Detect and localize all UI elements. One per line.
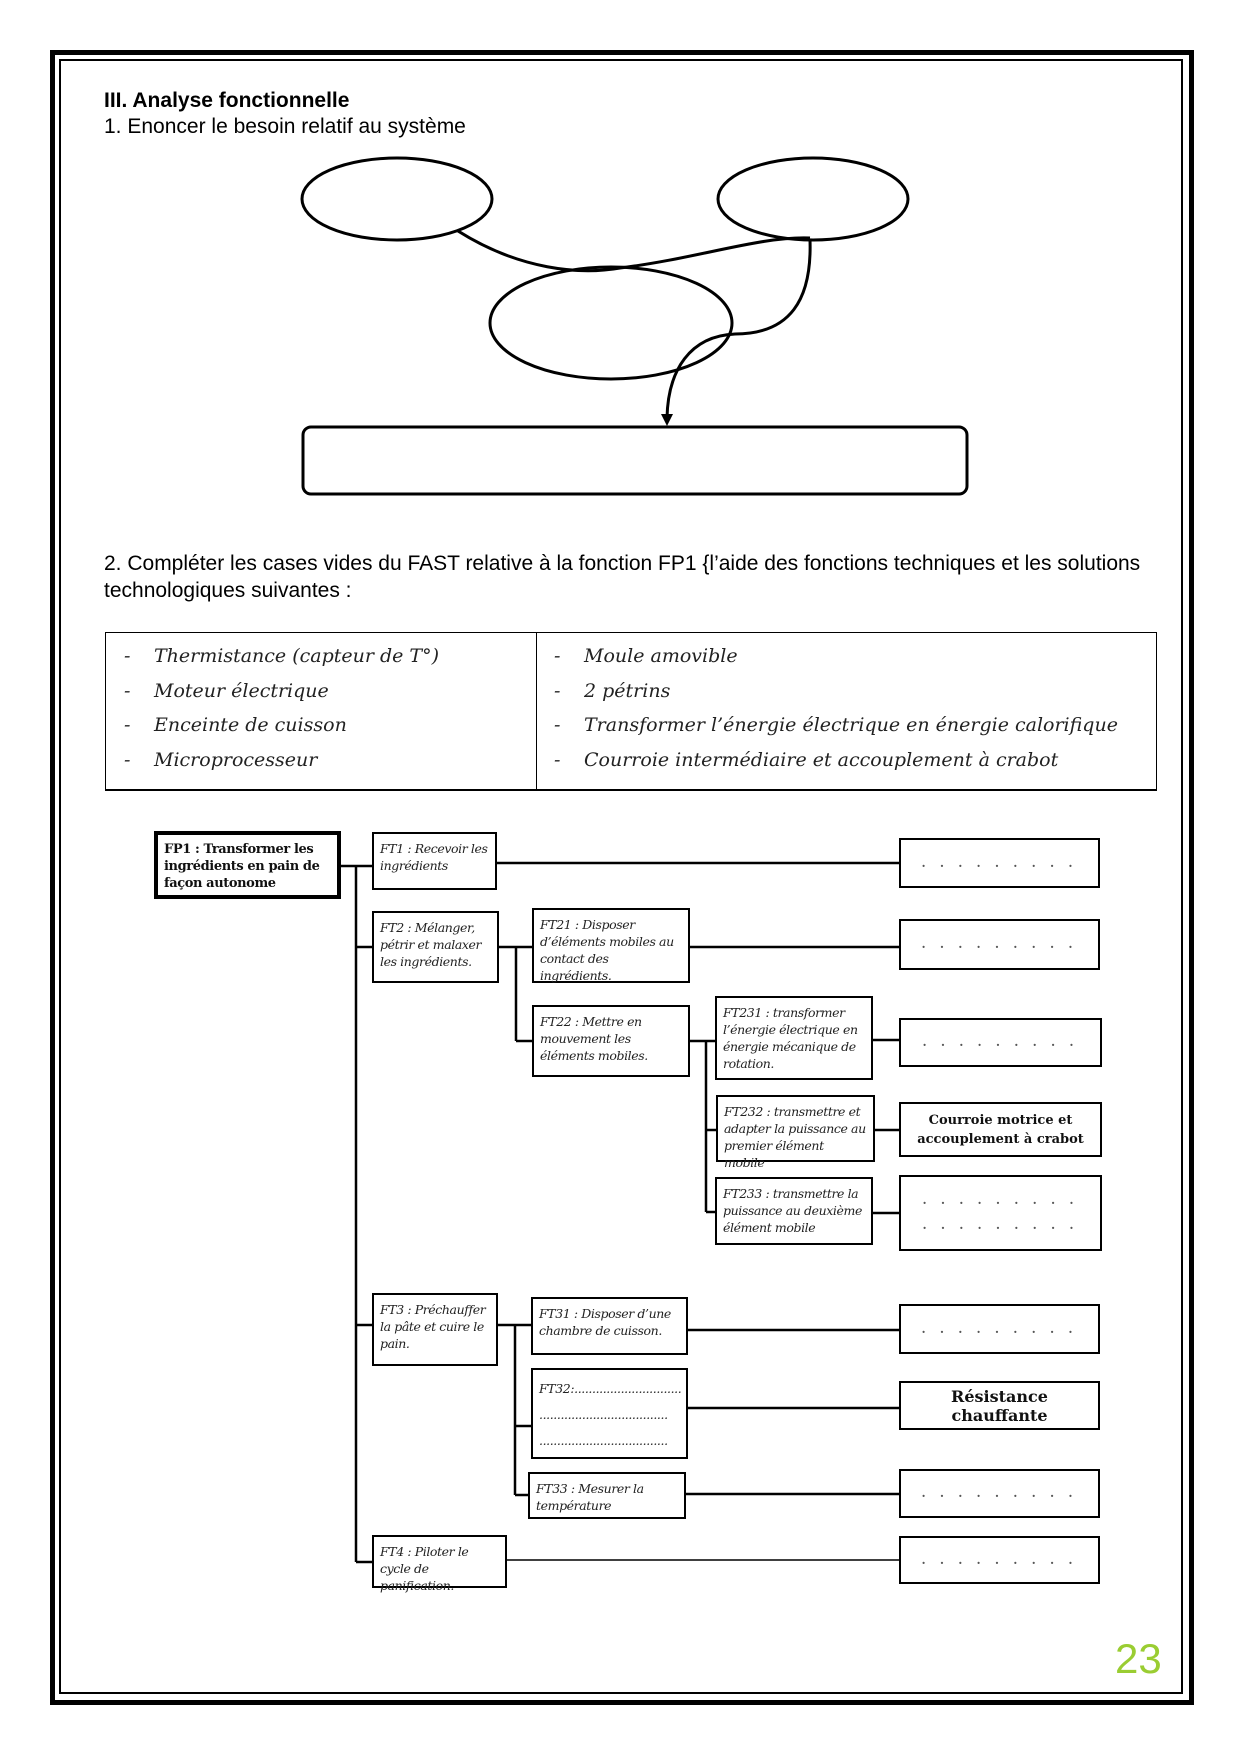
list-item: - Courroie intermédiaire et accouplement à crabot <box>554 748 1059 771</box>
fast-ft32[interactable] <box>531 1368 688 1459</box>
fast-ft4: FT4 : Piloter le cycle de panification. <box>372 1535 507 1588</box>
page-number: 23 <box>1115 1635 1162 1682</box>
list-item: - Thermistance (capteur de T°) <box>124 645 440 667</box>
list-item: - 2 pétrins <box>554 679 671 702</box>
fast-ft22: FT22 : Mettre en mouvement les éléments mobiles. <box>532 1005 690 1077</box>
solution-ft233-blank[interactable] <box>899 1175 1102 1251</box>
solution-ft4-blank[interactable] <box>899 1536 1100 1584</box>
solution-ft1-blank[interactable] <box>899 838 1100 888</box>
section-title: III. Analyse fonctionnelle <box>104 89 350 112</box>
solutions-column-right <box>554 645 1118 783</box>
blank-dots: . . . . . . . . . <box>922 1218 1079 1232</box>
solution-ft21-blank[interactable] <box>899 919 1100 970</box>
solution-ft32: Résistance chauffante <box>899 1381 1100 1430</box>
solution-ft33-blank[interactable] <box>899 1469 1100 1518</box>
blank-dots: . . . . . . . . . <box>922 1193 1079 1207</box>
fast-ft31: FT31 : Disposer d’une chambre de cuisson. <box>531 1297 688 1355</box>
fast-ft232: FT232 : transmettre et adapter la puissance au premier élément mobile <box>716 1095 875 1162</box>
blank-dots: . . . . . . . . . <box>921 1486 1078 1500</box>
fast-ft231: FT231 : transformer l’énergie électrique en énergie mécanique de rotation. <box>715 996 873 1080</box>
list-item: - Transformer l’énergie électrique en énergie calorifique <box>554 714 1118 736</box>
arrow-head-icon <box>661 414 673 426</box>
list-item: - Moule amovible <box>554 645 738 667</box>
ft32-blank-line[interactable]: .................................... <box>539 1433 668 1448</box>
ellipse-center <box>490 267 732 379</box>
fast-ft33: FT33 : Mesurer la température <box>528 1472 686 1519</box>
question-1: 1. Enoncer le besoin relatif au système <box>104 115 466 138</box>
blank-dots: . . . . . . . . . <box>921 937 1078 951</box>
list-item: - Moteur électrique <box>124 679 329 702</box>
ellipse-left <box>302 158 492 240</box>
solution-ft232: Courroie motrice et accouplement à crabot <box>899 1102 1102 1157</box>
blank-dots: . . . . . . . . . <box>921 1552 1078 1567</box>
blank-dots: . . . . . . . . . <box>921 1321 1078 1336</box>
table-divider <box>536 633 537 789</box>
blank-dots: . . . . . . . . . <box>922 1035 1079 1049</box>
need-arrow-curve <box>667 240 810 418</box>
solution-ft31-blank[interactable] <box>899 1304 1100 1354</box>
blank-dots: . . . . . . . . . <box>921 855 1078 870</box>
fast-fp1: FP1 : Transformer les ingrédients en pain de façon autonome <box>154 831 341 899</box>
fast-ft21: FT21 : Disposer d’éléments mobiles au contact des ingrédients. <box>532 908 690 983</box>
ft32-label: FT32:.............................. <box>539 1381 682 1396</box>
link-curve <box>458 231 810 271</box>
need-answer-box <box>303 427 967 494</box>
fast-ft3: FT3 : Préchauffer la pâte et cuire le pain. <box>372 1293 498 1366</box>
ellipse-right <box>718 158 908 240</box>
list-item: - Microprocesseur <box>124 748 318 771</box>
solutions-column-left <box>124 645 439 783</box>
fast-ft233: FT233 : transmettre la puissance au deuxième élément mobile <box>715 1177 873 1245</box>
fast-ft1: FT1 : Recevoir les ingrédients <box>372 832 497 890</box>
list-item: - Enceinte de cuisson <box>124 714 347 736</box>
fast-ft2: FT2 : Mélanger, pétrir et malaxer les ingrédients. <box>372 911 499 983</box>
solutions-table <box>105 632 1157 791</box>
question-2: 2. Compléter les cases vides du FAST relative à la fonction FP1 {l’aide des fonctions techniques et les solutions technologiques suivantes : <box>104 552 1141 602</box>
ft32-blank-line[interactable]: .................................... <box>539 1407 668 1422</box>
solution-ft231-blank[interactable] <box>899 1018 1102 1067</box>
